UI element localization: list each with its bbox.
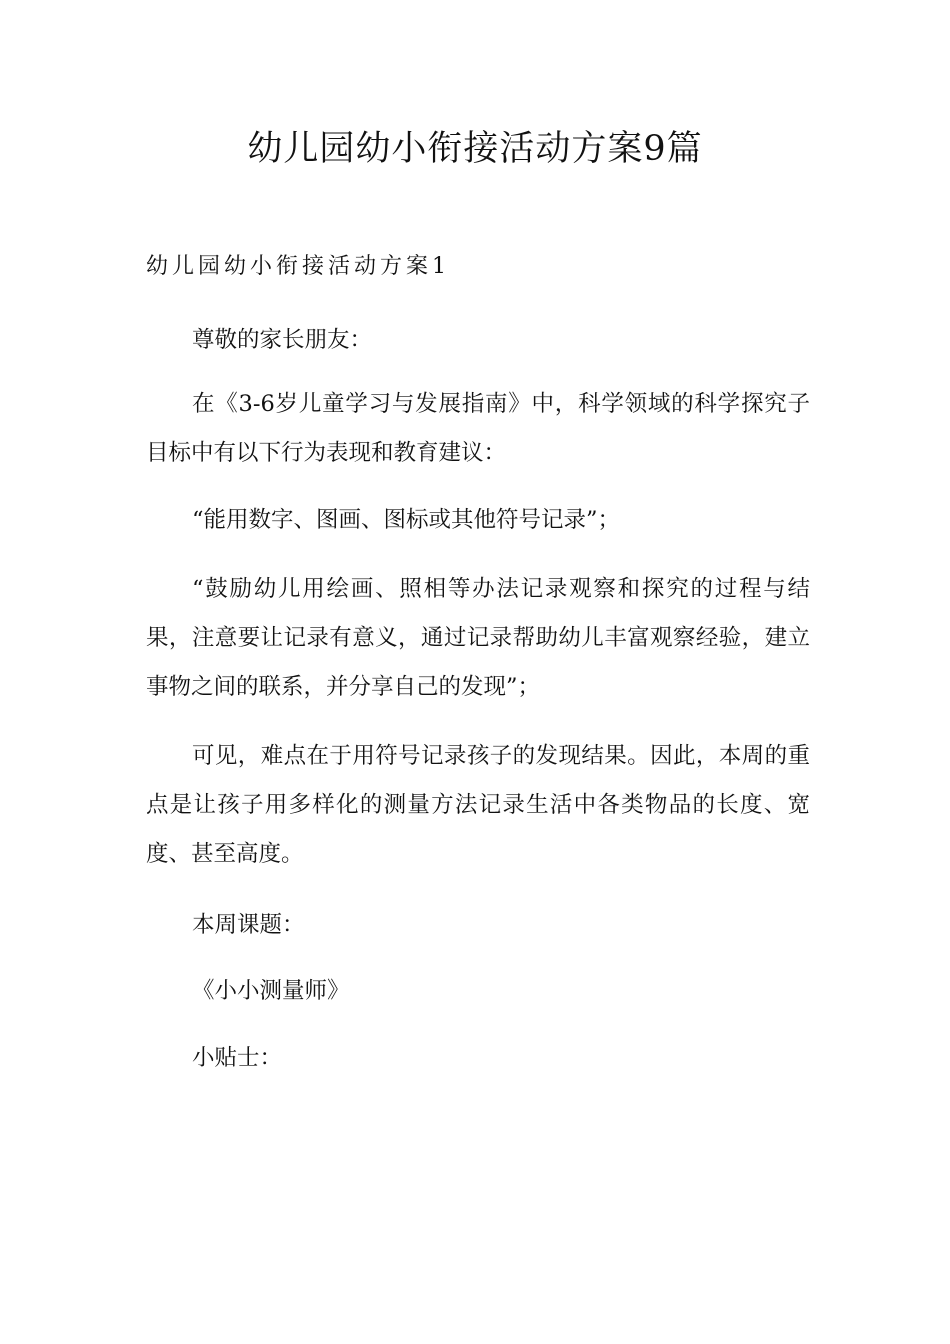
paragraph-quote-encourage: “鼓励幼儿用绘画、照相等办法记录观察和探究的过程与结果，注意要让记录有意义，通过记录帮助幼儿丰富观察经验，建立事物之间的联系，并分享自己的发现”； <box>146 576 810 700</box>
paragraph-tips-label: 小贴士： <box>192 1045 283 1071</box>
paragraph-greeting: 尊敬的家长朋友： <box>192 327 373 353</box>
paragraph-quote-record: “能用数字、图画、图标或其他符号记录”； <box>192 507 621 533</box>
section-heading: 幼儿园幼小衔接活动方案1 <box>146 254 450 279</box>
paragraph-guideline-intro: 在《3-6岁儿童学习与发展指南》中，科学领域的科学探究子目标中有以下行为表现和教育建议： <box>146 391 810 466</box>
document-title: 幼儿园幼小衔接活动方案9篇 <box>247 129 703 169</box>
paragraph-topic-name: 《小小测量师》 <box>192 978 350 1004</box>
paragraph-weekly-focus: 可见，难点在于用符号记录孩子的发现结果。因此，本周的重点是让孩子用多样化的测量方法记录生活中各类物品的长度、宽度、甚至高度。 <box>146 743 810 867</box>
paragraph-topic-label: 本周课题： <box>192 912 305 938</box>
